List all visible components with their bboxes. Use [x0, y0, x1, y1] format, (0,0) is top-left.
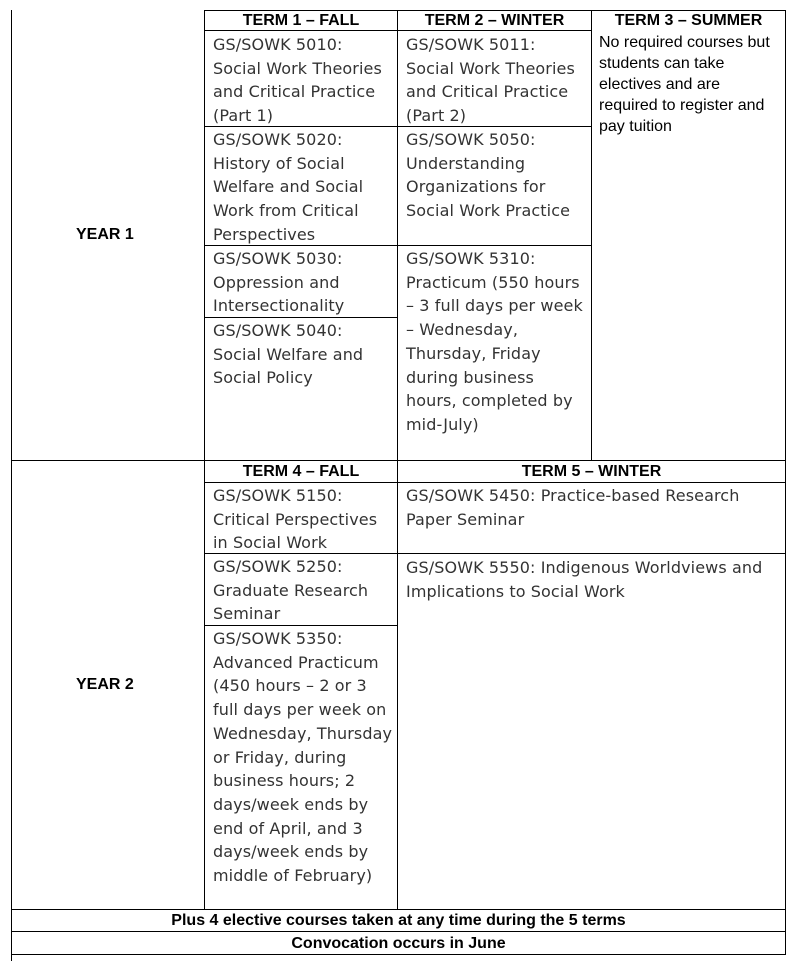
course-5011: GS/SOWK 5011: Social Work Theories and Critical Practice (Part 2): [406, 35, 575, 126]
term1-header: TERM 1 – FALL: [242, 12, 360, 29]
course-5450: GS/SOWK 5450: Practice-based Research Paper Seminar: [406, 486, 740, 529]
year2-label: YEAR 2: [76, 676, 134, 693]
convocation-note: Convocation occurs in June: [291, 935, 506, 952]
term5-header: TERM 5 – WINTER: [521, 463, 662, 480]
rule: [204, 482, 785, 483]
rule: [12, 954, 785, 955]
course-5010: GS/SOWK 5010: Social Work Theories and Critical Practice (Part 1): [213, 35, 382, 126]
course-5250: GS/SOWK 5250: Graduate Research Seminar: [213, 557, 369, 624]
rule: [397, 10, 398, 910]
course-5050: GS/SOWK 5050: Understanding Organizations for Social Work Practice: [406, 130, 571, 221]
course-5040: GS/SOWK 5040: Social Welfare and Social Policy: [213, 321, 364, 388]
course-5310: GS/SOWK 5310: Practicum (550 hours – 3 full days per week – Wednesday, Thursday, Friday during business hours, completed by mid-July): [406, 249, 583, 434]
term4-header: TERM 4 – FALL: [242, 463, 360, 480]
term3-header: TERM 3 – SUMMER: [614, 12, 763, 29]
course-5350: GS/SOWK 5350: Advanced Practicum (450 hours – 2 or 3 full days per week on Wednesday, Thursday or Friday, during business hours; 2 days/week ends by end of April, and 3 days/week ends by middle of February): [213, 629, 393, 886]
electives-note: Plus 4 elective courses taken at any time during the 5 terms: [171, 912, 626, 929]
course-5150: GS/SOWK 5150: Critical Perspectives in Social Work: [213, 486, 378, 553]
rule: [12, 460, 785, 461]
rule: [785, 10, 786, 955]
course-5550: GS/SOWK 5550: Indigenous Worldviews and Implications to Social Work: [406, 558, 763, 601]
summer-note: No required courses but students can take electives and are required to register and pay tuition: [599, 34, 770, 135]
rule: [591, 10, 592, 461]
term2-header: TERM 2 – WINTER: [424, 12, 565, 29]
rule: [12, 909, 785, 910]
rule: [12, 931, 785, 932]
rule: [11, 10, 12, 955]
course-5030: GS/SOWK 5030: Oppression and Intersectionality: [213, 249, 345, 316]
rule: [204, 10, 205, 910]
rule: [11, 955, 12, 961]
course-5020: GS/SOWK 5020: History of Social Welfare and Social Work from Critical Perspectives: [213, 130, 364, 244]
year1-label: YEAR 1: [76, 226, 134, 243]
